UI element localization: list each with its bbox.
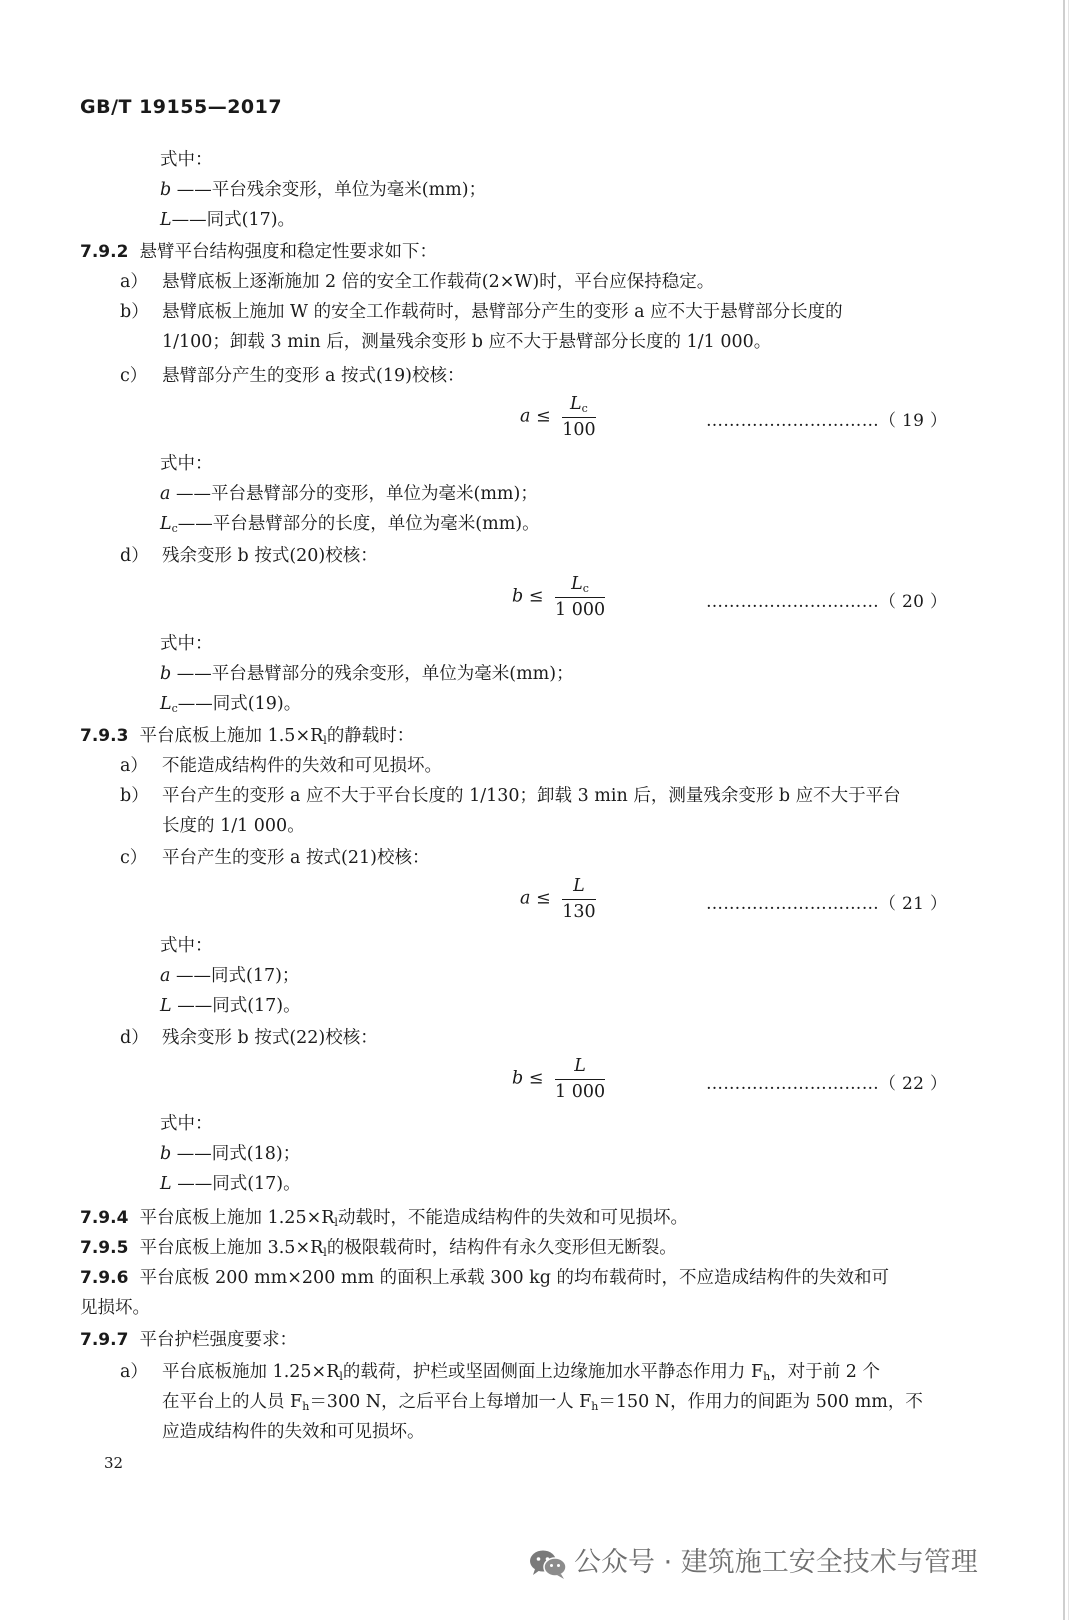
clause-7-9-6: 7.9.6 平台底板 200 mm×200 mm 的面积上承载 300 kg 的均布载荷时，不应造成结构件的失效和可 [80,1268,890,1288]
wechat-icon [528,1548,568,1580]
definition-line: a ——平台悬臂部分的变形，单位为毫米(mm)； [160,484,538,504]
list-item-continuation: 1/100；卸载 3 min 后，测量残余变形 b 应不大于悬臂部分长度的 1/1 000。 [162,332,772,352]
definition-line: $L_c——$同式(19)。 [160,694,302,715]
list-item-continuation: 应造成结构件的失效和可见损坏。 [162,1422,425,1442]
equation-number-20: …………………………（ 20 ） [706,592,948,612]
formula-22: b ≤ $\frac{L}{1 000}$ [512,1056,606,1102]
where-label: 式中： [160,634,213,654]
equation-number-21: …………………………（ 21 ） [706,894,948,914]
clause-7-9-5: 7.9.5 平台底板上施加 $3.5\times R_l$的极限载荷时，结构件有永久变形但无断裂。 [80,1238,677,1259]
definition-line: L ——同式(17)。 [160,1174,301,1194]
definition-line: L——同式(17)。 [160,210,296,230]
formula-21: a ≤ $\frac{L}{130}$ [520,876,596,922]
list-item: d） 残余变形 b 按式(20)校核： [120,546,378,566]
equation-number-22: …………………………（ 22 ） [706,1074,948,1094]
list-item: a） 平台底板施加 $1.25\times R_l$的载荷，护栏或坚固侧面上边缘施加水平静态作用力 $F_h$，对于前 2 个 [120,1362,880,1383]
definition-line: b ——同式(18)； [160,1144,301,1164]
page-number: 32 [104,1454,124,1472]
definition-line: b ——平台残余变形，单位为毫米(mm)； [160,180,487,200]
list-item: c） 悬臂部分产生的变形 a 按式(19)校核： [120,366,465,386]
formula-20: b ≤ $\frac{L_c}{1 000}$ [512,574,606,620]
list-item-continuation: 长度的 1/1 000。 [162,816,305,836]
clause-7-9-7: 7.9.7 平台护栏强度要求： [80,1330,298,1350]
where-label: 式中： [160,454,213,474]
list-item: b） 悬臂底板上施加 W 的安全工作载荷时，悬臂部分产生的变形 a 应不大于悬臂部分长度的 [120,302,843,322]
definition-line: a ——同式(17)； [160,966,300,986]
clause-7-9-2: 7.9.2 悬臂平台结构强度和稳定性要求如下： [80,242,438,262]
list-item: a） 不能造成结构件的失效和可见损坏。 [120,756,442,776]
list-item: a） 悬臂底板上逐渐施加 2 倍的安全工作载荷(2×W)时，平台应保持稳定。 [120,272,715,292]
standard-code: GB/T 19155—2017 [80,96,283,118]
list-item-continuation: 在平台上的人员 $F_h=300$ N，之后平台上每增加一人 $F_h=150$ N，作用力的间距为 500 mm，不 [162,1392,923,1413]
definition-line: b ——平台悬臂部分的残余变形，单位为毫米(mm)； [160,664,574,684]
definition-line: L ——同式(17)。 [160,996,301,1016]
watermark [528,1540,978,1580]
formula-19: a ≤ $\frac{L_c}{100}$ [520,394,596,440]
where-label: 式中： [160,936,213,956]
where-label: 式中： [160,1114,213,1134]
page-edge [1063,0,1065,1620]
list-item: c） 平台产生的变形 a 按式(21)校核： [120,848,430,868]
list-item: b） 平台产生的变形 a 应不大于平台长度的 1/130；卸载 3 min 后，测量残余变形 b 应不大于平台 [120,786,901,806]
page-edge-inner [1068,0,1069,1620]
clause-7-9-4: 7.9.4 平台底板上施加 $1.25\times R_l$动载时，不能造成结构件的失效和可见损坏。 [80,1208,688,1229]
list-item: d） 残余变形 b 按式(22)校核： [120,1028,378,1048]
definition-line: $L_c——$平台悬臂部分的长度，单位为毫米(mm)。 [160,514,540,535]
clause-continuation: 见损坏。 [80,1298,150,1318]
watermark-text: 公众号 · 建筑施工安全技术与管理 [574,1547,978,1578]
where-label: 式中： [160,150,213,170]
equation-number-19: …………………………（ 19 ） [706,411,948,431]
clause-7-9-3: 7.9.3 平台底板上施加 $1.5\times R_l$的静载时： [80,726,415,747]
